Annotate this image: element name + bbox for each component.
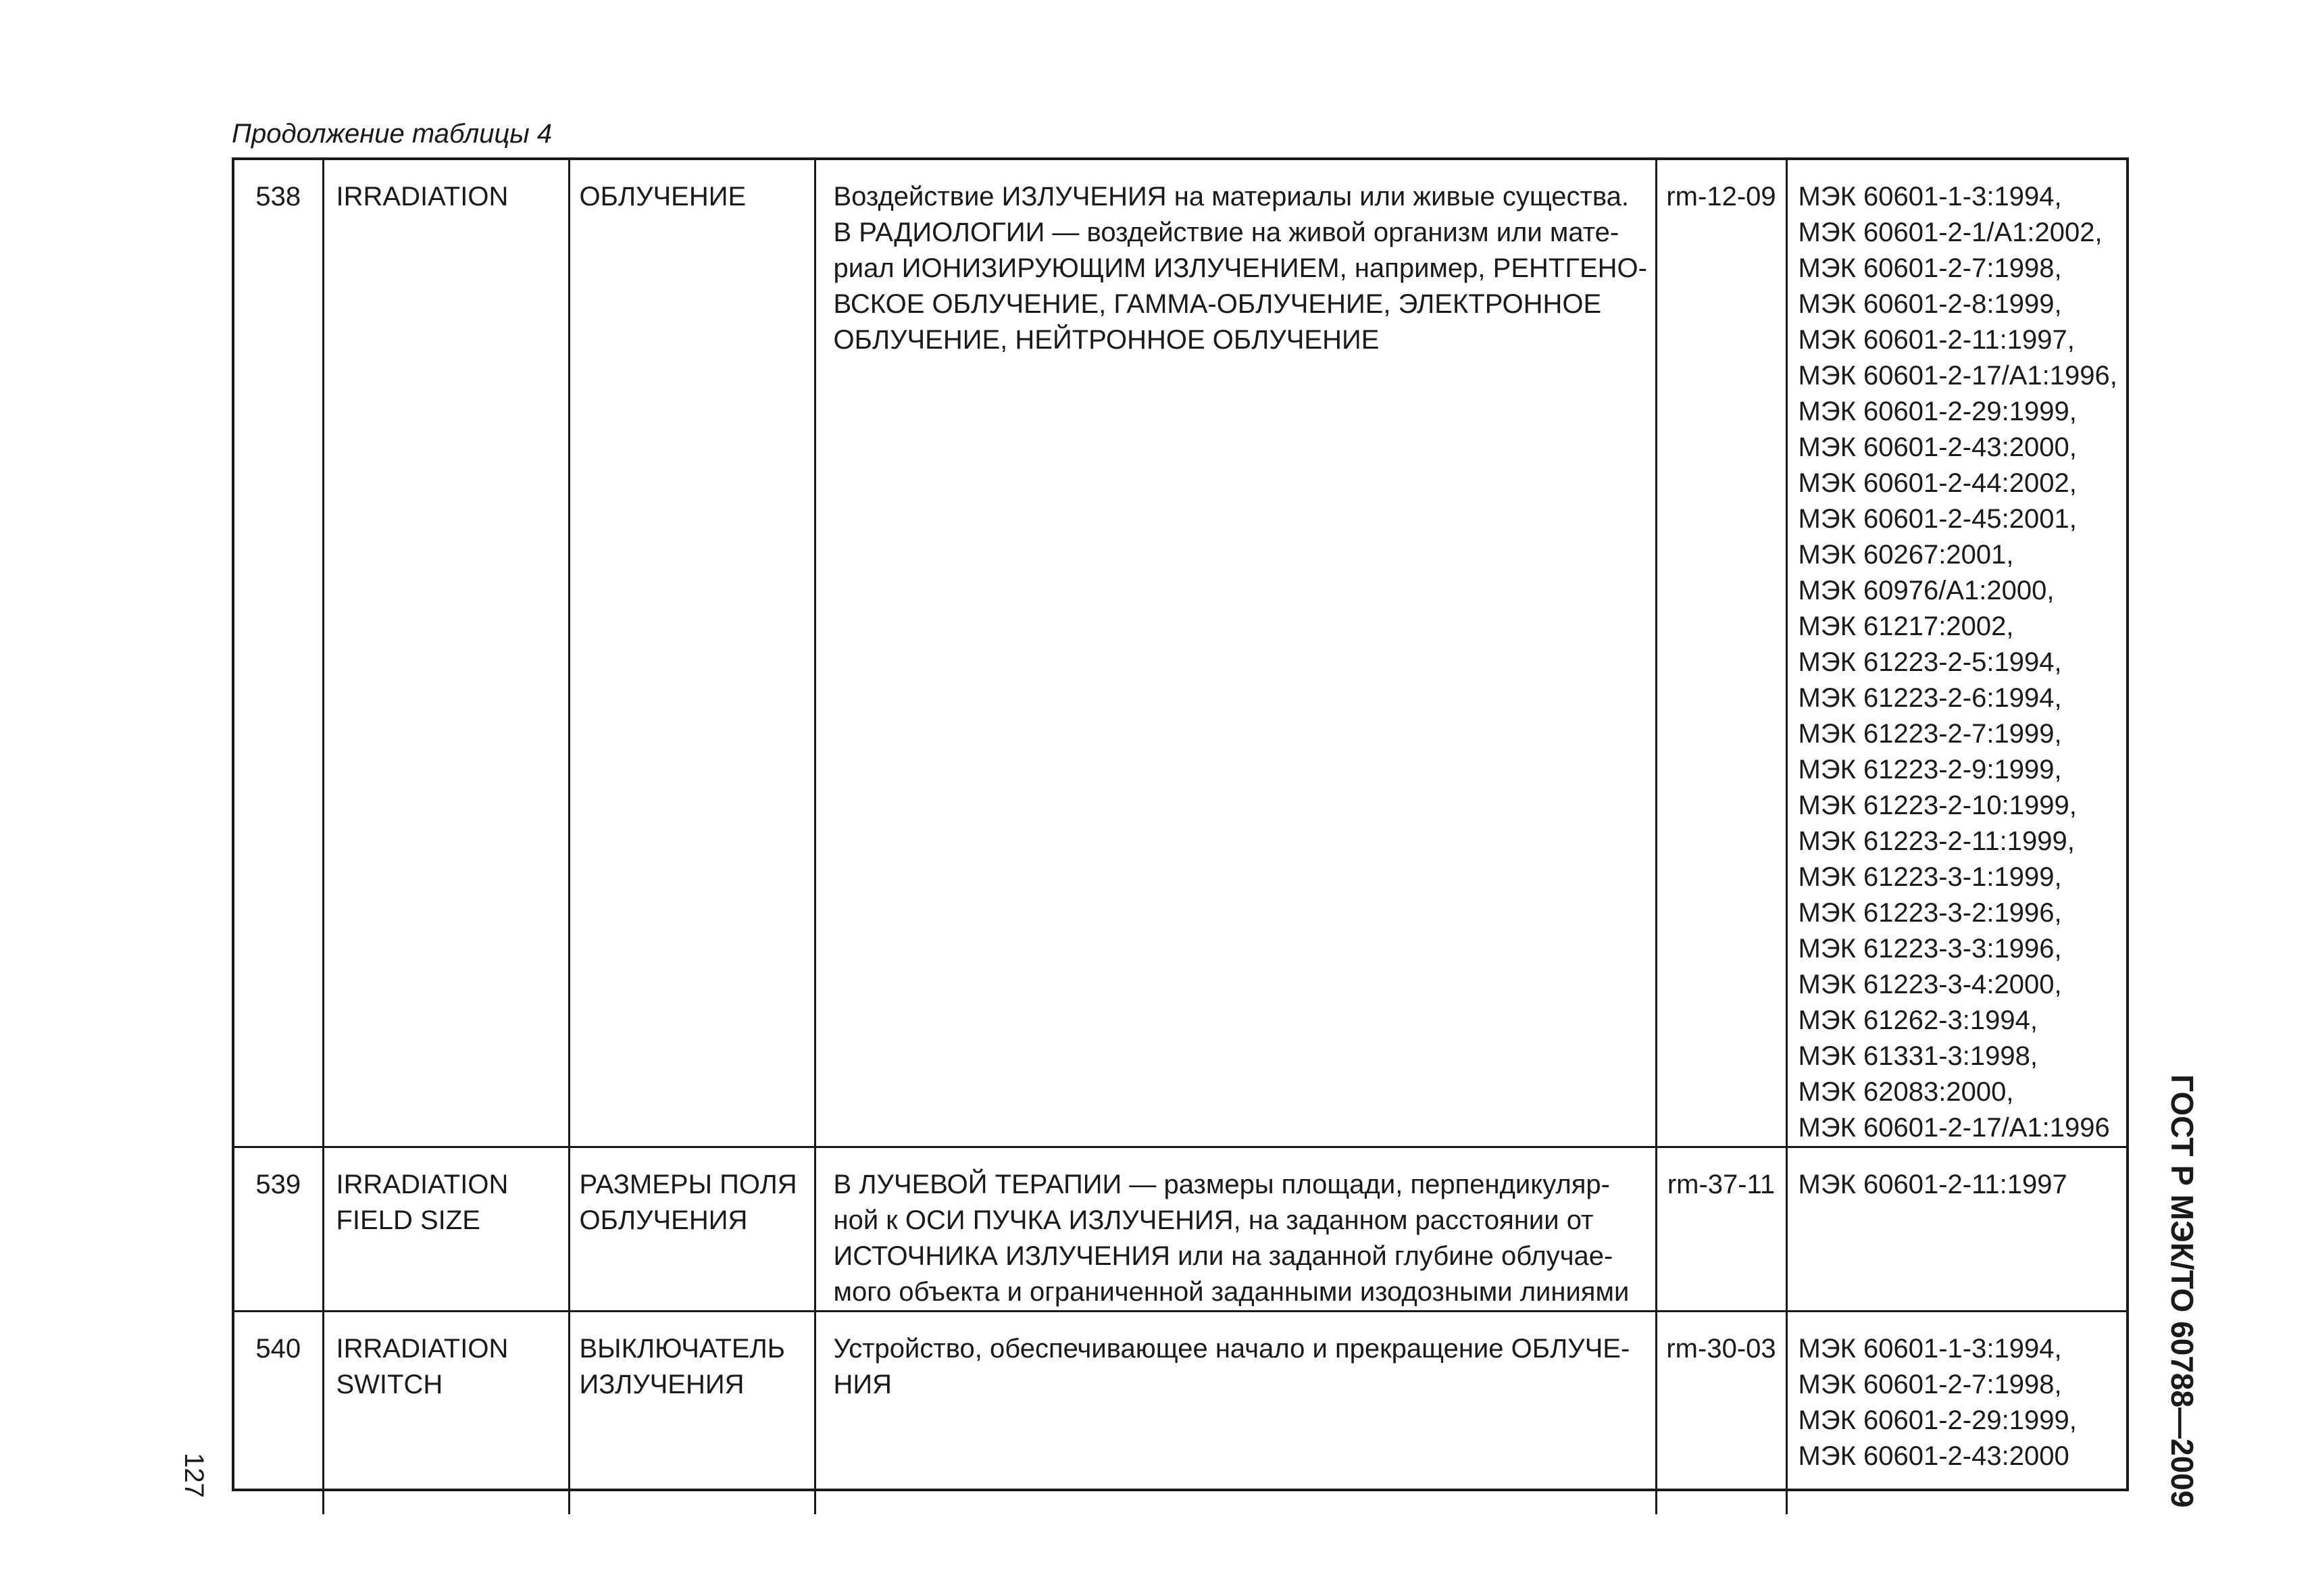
reference-line: МЭК 60601-2-7:1998,: [1798, 1370, 2062, 1399]
term-number-cell: 540: [234, 1312, 323, 1514]
reference-line: МЭК 60601-2-17/А1:1996,: [1798, 361, 2117, 391]
term-code-cell: rm-12-09: [1656, 160, 1786, 1147]
reference-line: МЭК 60601-2-29:1999,: [1798, 397, 2077, 426]
reference-line: МЭК 60601-2-11:1997,: [1798, 325, 2075, 355]
term-english-line: IRRADIATION: [336, 1334, 509, 1364]
term-definition-cell: [815, 160, 1656, 1147]
reference-line: МЭК 60601-2-11:1997: [1798, 1170, 2067, 1199]
reference-line: МЭК 60267:2001,: [1798, 540, 2014, 570]
reference-line: МЭК 61223-2-6:1994,: [1798, 683, 2062, 713]
reference-line: МЭК 61223-3-1:1999,: [1798, 862, 2062, 892]
term-russian-line: РАЗМЕРЫ ПОЛЯ: [579, 1170, 797, 1199]
reference-line: МЭК 60601-2-17/А1:1996: [1798, 1113, 2110, 1143]
term-english-line: SWITCH: [336, 1370, 443, 1399]
reference-line: МЭК 60976/А1:2000,: [1798, 576, 2055, 605]
reference-line: МЭК 61223-2-10:1999,: [1798, 791, 2077, 820]
terms-table: [234, 160, 2126, 1514]
page-number: 127: [179, 1453, 209, 1498]
reference-line: МЭК 61223-2-11:1999,: [1798, 826, 2075, 856]
table-caption: Продолжение таблицы 4: [232, 119, 553, 149]
reference-line: МЭК 60601-2-44:2002,: [1798, 468, 2077, 498]
terms-table-body: [234, 160, 2126, 1514]
reference-line: МЭК 61223-2-5:1994,: [1798, 647, 2062, 677]
reference-line: МЭК 61223-3-3:1996,: [1798, 934, 2062, 964]
reference-line: МЭК 61223-2-7:1999,: [1798, 719, 2062, 749]
term-russian-cell: [569, 160, 815, 1147]
term-number-cell: 539: [234, 1147, 323, 1312]
term-references-cell: [1786, 160, 2126, 1147]
standard-designation: ГОСТ Р МЭК/ТО 60788—2009: [2165, 1074, 2200, 1508]
term-russian-cell: [569, 1147, 815, 1312]
term-english-line: IRRADIATION: [336, 182, 509, 211]
definition-line: НИЯ: [833, 1370, 892, 1399]
definition-line: риал ИОНИЗИРУЮЩИМ ИЗЛУЧЕНИЕМ, например, РЕНТГЕНО-: [833, 253, 1647, 283]
term-russian-line: ИЗЛУЧЕНИЯ: [579, 1370, 745, 1399]
table-row: [234, 1312, 2126, 1514]
term-english-line: FIELD SIZE: [336, 1205, 480, 1235]
term-russian-line: ВЫКЛЮЧАТЕЛЬ: [579, 1334, 786, 1364]
term-references-cell: [1786, 1312, 2126, 1514]
reference-line: МЭК 61223-3-2:1996,: [1798, 898, 2062, 928]
definition-line: ИСТОЧНИКА ИЗЛУЧЕНИЯ или на заданной глубине облучае-: [833, 1241, 1613, 1271]
term-definition-cell: [815, 1147, 1656, 1312]
definition-line: В РАДИОЛОГИИ — воздействие на живой организм или мате-: [833, 218, 1619, 247]
term-english-cell: [323, 1147, 569, 1312]
term-code-cell: rm-30-03: [1656, 1312, 1786, 1514]
reference-line: МЭК 61217:2002,: [1798, 612, 2014, 641]
term-russian-line: ОБЛУЧЕНИЕ: [579, 182, 747, 211]
term-english-cell: [323, 160, 569, 1147]
term-english-cell: [323, 1312, 569, 1514]
term-references-cell: [1786, 1147, 2126, 1312]
reference-line: МЭК 60601-2-45:2001,: [1798, 504, 2077, 534]
definition-line: ной к ОСИ ПУЧКА ИЗЛУЧЕНИЯ, на заданном расстоянии от: [833, 1205, 1594, 1235]
reference-line: МЭК 60601-2-29:1999,: [1798, 1405, 2077, 1435]
definition-line: ВСКОЕ ОБЛУЧЕНИЕ, ГАММА-ОБЛУЧЕНИЕ, ЭЛЕКТРОННОЕ: [833, 289, 1602, 319]
term-code-cell: rm-37-11: [1656, 1147, 1786, 1312]
reference-line: МЭК 60601-2-7:1998,: [1798, 253, 2062, 283]
reference-line: МЭК 60601-2-43:2000,: [1798, 432, 2077, 462]
term-number-cell: 538: [234, 160, 323, 1147]
definition-line: Воздействие ИЗЛУЧЕНИЯ на материалы или живые существа.: [833, 182, 1629, 211]
term-russian-line: ОБЛУЧЕНИЯ: [579, 1205, 748, 1235]
reference-line: МЭК 60601-2-8:1999,: [1798, 289, 2062, 319]
reference-line: МЭК 61331-3:1998,: [1798, 1041, 2038, 1071]
table-row: [234, 160, 2126, 1147]
definition-line: ОБЛУЧЕНИЕ, НЕЙТРОННОЕ ОБЛУЧЕНИЕ: [833, 325, 1380, 355]
reference-line: МЭК 62083:2000,: [1798, 1077, 2014, 1107]
term-english-line: IRRADIATION: [336, 1170, 509, 1199]
reference-line: МЭК 61223-2-9:1999,: [1798, 755, 2062, 784]
reference-line: МЭК 60601-1-3:1994,: [1798, 1334, 2062, 1364]
definition-line: В ЛУЧЕВОЙ ТЕРАПИИ — размеры площади, перпендикуляр-: [833, 1170, 1610, 1199]
definition-line: Устройство, обеспечивающее начало и прекращение ОБЛУЧЕ-: [833, 1334, 1630, 1364]
term-definition-cell: [815, 1312, 1656, 1514]
definition-line: мого объекта и ограниченной заданными изодозными линиями: [833, 1277, 1630, 1307]
table-row: [234, 1147, 2126, 1312]
reference-line: МЭК 61223-3-4:2000,: [1798, 970, 2062, 999]
reference-line: МЭК 61262-3:1994,: [1798, 1005, 2038, 1035]
terms-table-frame: [232, 157, 2129, 1491]
term-russian-cell: [569, 1312, 815, 1514]
reference-line: МЭК 60601-2-1/А1:2002,: [1798, 218, 2103, 247]
reference-line: МЭК 60601-1-3:1994,: [1798, 182, 2062, 211]
reference-line: МЭК 60601-2-43:2000: [1798, 1441, 2069, 1471]
